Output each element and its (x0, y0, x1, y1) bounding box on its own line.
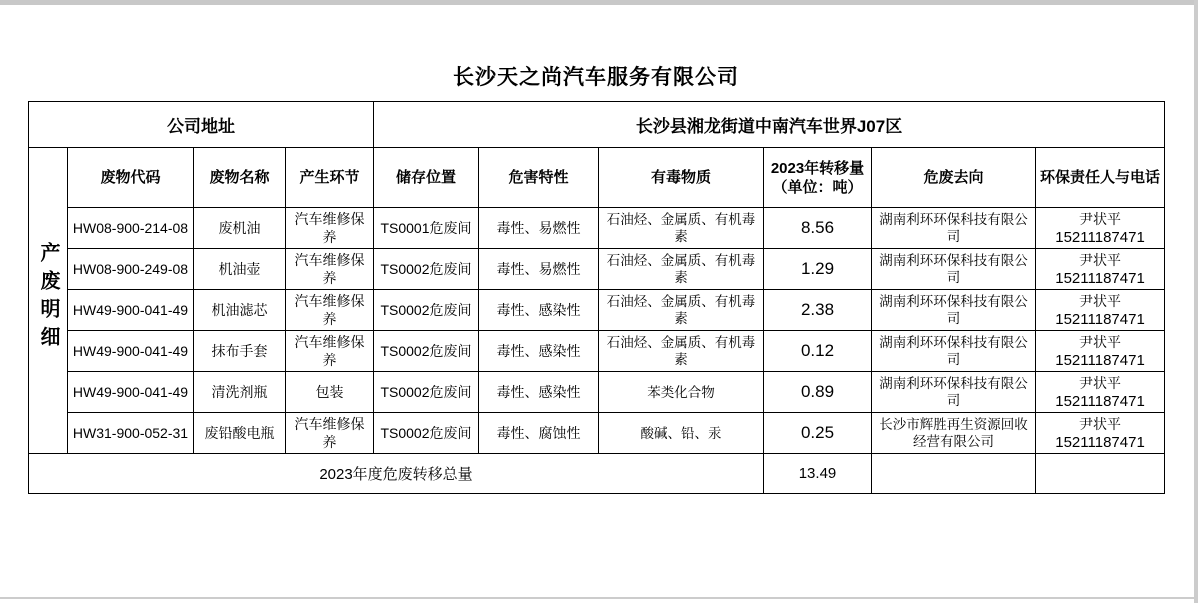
cell-waste-code: HW31-900-052-31 (68, 413, 194, 454)
cell-storage: TS0002危废间 (374, 372, 479, 413)
cell-toxic: 石油烃、金属质、有机毒素 (599, 208, 764, 249)
contact-name: 尹状平 (1079, 333, 1122, 350)
cell-destination: 湖南利环环保科技有限公司 (872, 249, 1036, 290)
page-bottom-edge (0, 597, 1198, 599)
cell-storage: TS0002危废间 (374, 290, 479, 331)
cell-destination: 湖南利环环保科技有限公司 (872, 208, 1036, 249)
cell-amount: 0.12 (764, 331, 872, 372)
cell-stage: 包装 (286, 372, 374, 413)
cell-toxic: 石油烃、金属质、有机毒素 (599, 249, 764, 290)
company-address-label: 公司地址 (29, 102, 374, 148)
cell-hazard: 毒性、感染性 (479, 372, 599, 413)
column-header-row (29, 148, 1165, 208)
col-header-storage: 储存位置 (374, 148, 479, 208)
company-address-row (29, 102, 1165, 148)
col-header-hazard: 危害特性 (479, 148, 599, 208)
total-label: 2023年度危废转移总量 (29, 454, 764, 494)
col-header-waste-code: 废物代码 (68, 148, 194, 208)
cell-hazard: 毒性、感染性 (479, 331, 599, 372)
cell-storage: TS0002危废间 (374, 413, 479, 454)
col-header-waste-name: 废物名称 (194, 148, 286, 208)
cell-waste-name: 废铅酸电瓶 (194, 413, 286, 454)
cell-waste-code: HW08-900-214-08 (68, 208, 194, 249)
cell-stage: 汽车维修保养 (286, 331, 374, 372)
cell-contact (1036, 372, 1165, 413)
contact-name: 尹状平 (1079, 415, 1122, 432)
cell-hazard: 毒性、易燃性 (479, 249, 599, 290)
cell-contact (1036, 290, 1165, 331)
cell-stage: 汽车维修保养 (286, 208, 374, 249)
page-right-edge (1194, 0, 1198, 603)
table-row (29, 249, 1165, 290)
cell-waste-code: HW49-900-041-49 (68, 372, 194, 413)
contact-name: 尹状平 (1079, 292, 1122, 309)
contact-phone: 15211187471 (1055, 269, 1145, 287)
window-top-edge (0, 0, 1198, 5)
empty-cell (1036, 454, 1165, 494)
total-value: 13.49 (764, 454, 872, 494)
contact-phone: 15211187471 (1055, 228, 1145, 246)
cell-toxic: 苯类化合物 (599, 372, 764, 413)
col-header-amount-line1: 2023年转移量 (770, 159, 865, 177)
table-row (29, 290, 1165, 331)
empty-cell (872, 454, 1036, 494)
table-row (29, 372, 1165, 413)
company-address-value: 长沙县湘龙街道中南汽车世界J07区 (374, 102, 1165, 148)
section-label-cell (29, 148, 68, 454)
hazardous-waste-table (28, 101, 1165, 494)
col-header-stage: 产生环节 (286, 148, 374, 208)
table-row (29, 413, 1165, 454)
cell-amount: 2.38 (764, 290, 872, 331)
cell-stage: 汽车维修保养 (286, 413, 374, 454)
cell-toxic: 石油烃、金属质、有机毒素 (599, 290, 764, 331)
page-title: 长沙天之尚汽车服务有限公司 (453, 66, 739, 89)
col-header-contact: 环保责任人与电话 (1036, 148, 1165, 208)
col-header-amount (764, 148, 872, 208)
cell-waste-code: HW49-900-041-49 (68, 331, 194, 372)
contact-name: 尹状平 (1079, 210, 1122, 227)
cell-waste-name: 抹布手套 (194, 331, 286, 372)
cell-amount: 8.56 (764, 208, 872, 249)
cell-waste-name: 废机油 (194, 208, 286, 249)
cell-waste-code: HW49-900-041-49 (68, 290, 194, 331)
cell-storage: TS0002危废间 (374, 331, 479, 372)
cell-contact (1036, 249, 1165, 290)
table-row (29, 208, 1165, 249)
col-header-destination: 危废去向 (872, 148, 1036, 208)
contact-phone: 15211187471 (1055, 351, 1145, 369)
cell-storage: TS0001危废间 (374, 208, 479, 249)
cell-amount: 1.29 (764, 249, 872, 290)
cell-destination: 长沙市辉胜再生资源回收经营有限公司 (872, 413, 1036, 454)
cell-waste-name: 机油壶 (194, 249, 286, 290)
cell-amount: 0.25 (764, 413, 872, 454)
cell-hazard: 毒性、腐蚀性 (479, 413, 599, 454)
col-header-amount-line2: （单位：吨） (772, 178, 863, 196)
cell-waste-name: 机油滤芯 (194, 290, 286, 331)
table-row (29, 331, 1165, 372)
cell-destination: 湖南利环环保科技有限公司 (872, 331, 1036, 372)
cell-toxic: 石油烃、金属质、有机毒素 (599, 331, 764, 372)
cell-contact (1036, 208, 1165, 249)
cell-waste-code: HW08-900-249-08 (68, 249, 194, 290)
contact-name: 尹状平 (1079, 251, 1122, 268)
cell-stage: 汽车维修保养 (286, 290, 374, 331)
contact-phone: 15211187471 (1055, 310, 1145, 328)
cell-contact (1036, 413, 1165, 454)
contact-name: 尹状平 (1079, 374, 1122, 391)
cell-stage: 汽车维修保养 (286, 249, 374, 290)
cell-destination: 湖南利环环保科技有限公司 (872, 372, 1036, 413)
cell-storage: TS0002危废间 (374, 249, 479, 290)
cell-destination: 湖南利环环保科技有限公司 (872, 290, 1036, 331)
total-row (29, 454, 1165, 494)
contact-phone: 15211187471 (1055, 433, 1145, 451)
cell-hazard: 毒性、易燃性 (479, 208, 599, 249)
cell-hazard: 毒性、感染性 (479, 290, 599, 331)
cell-contact (1036, 331, 1165, 372)
cell-amount: 0.89 (764, 372, 872, 413)
cell-toxic: 酸碱、铅、汞 (599, 413, 764, 454)
cell-waste-name: 清洗剂瓶 (194, 372, 286, 413)
col-header-toxic: 有毒物质 (599, 148, 764, 208)
contact-phone: 15211187471 (1055, 392, 1145, 410)
section-label: 产废明细 (37, 242, 59, 354)
